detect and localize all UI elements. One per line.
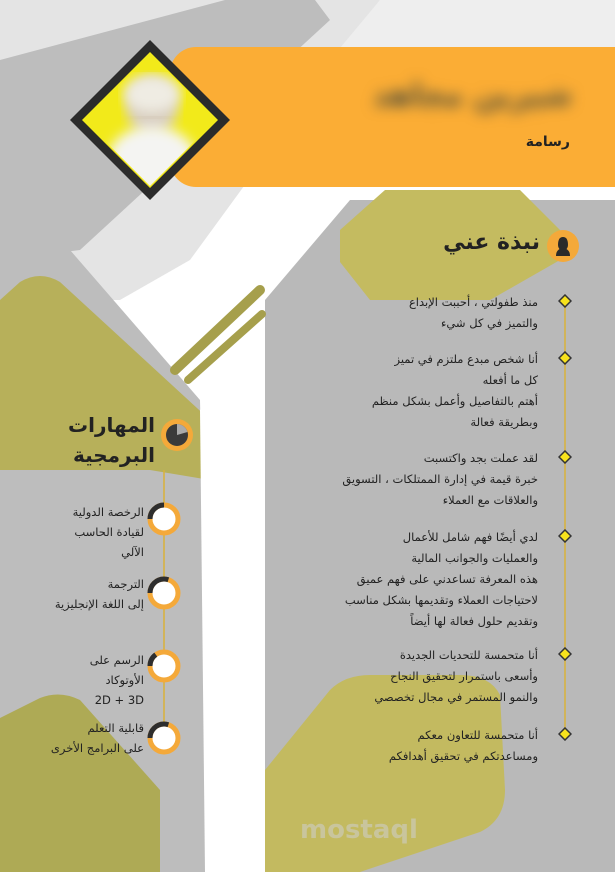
- watermark: mostaql: [300, 815, 418, 845]
- about-paragraph-5: أنا متحمسة للتحديات الجديدة وأسعى باستمرار لتحقيق النجاح والنمو المستمر في مجال تخصصي: [374, 648, 538, 704]
- bullet-diamond-icon: [558, 294, 572, 308]
- skill-level-ring: [146, 575, 182, 611]
- bullet-diamond-icon: [558, 450, 572, 464]
- about-paragraph-2: أنا شخص مبدع ملتزم في تميز كل ما أفعله أهتم بالتفاصيل وأعمل بشكل منظم وبطريقة فعالة: [371, 352, 538, 429]
- pie-chart-icon: [160, 418, 194, 452]
- job-title: رسامة: [525, 134, 570, 150]
- skills-title: المهارات البرمجية: [68, 413, 155, 467]
- about-paragraph-4: لدي أيضًا فهم شامل للأعمال والعمليات والجوانب المالية هذه المعرفة تساعدني على فهم عميق لاحتياجات العملاء وتقديمها بشكل مناسب وتقديم حلول فعالة لها أيضاً: [344, 530, 538, 628]
- candidate-name: شيرين مجاهد: [373, 78, 572, 113]
- person-icon: [547, 230, 579, 262]
- skill-level-ring: [146, 501, 182, 537]
- about-paragraph-3: لقد عملت بجد واكتسبت خبرة قيمة في إدارة الممتلكات ، التسويق والعلاقات مع العملاء: [342, 451, 538, 507]
- profile-photo-frame: [70, 40, 230, 200]
- skill-label-2: الترجمة إلى اللغة الإنجليزية: [54, 577, 144, 611]
- skill-label-3: الرسم على الأوتوكاد 2D + 3D: [89, 653, 144, 707]
- skill-label-1: الرخصة الدولية لقيادة الحاسب الآلي: [72, 505, 144, 559]
- skill-label-4: قابلية التعلم على البرامج الأخرى: [50, 721, 144, 755]
- bullet-diamond-icon: [558, 727, 572, 741]
- about-paragraph-6: أنا متحمسة للتعاون معكم ومساعدتكم في تحقيق أهدافكم: [388, 728, 538, 763]
- skill-level-ring: [146, 648, 182, 684]
- bullet-diamond-icon: [558, 351, 572, 365]
- about-title: نبذة عني: [443, 230, 540, 255]
- about-paragraph-1: منذ طفولتي ، أحببت الإبداع والتميز في كل شيء: [408, 295, 538, 330]
- skill-level-ring: [146, 720, 182, 756]
- bullet-diamond-icon: [558, 647, 572, 661]
- bullet-diamond-icon: [558, 529, 572, 543]
